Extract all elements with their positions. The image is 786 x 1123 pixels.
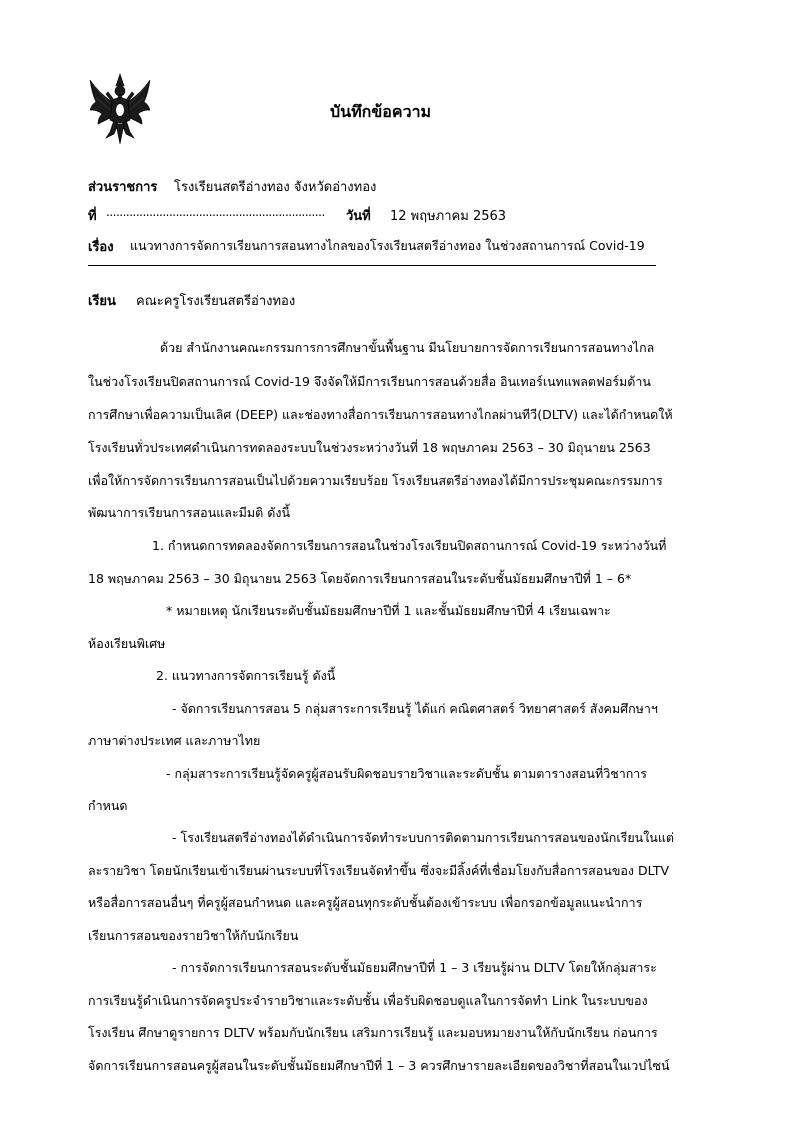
agency-value: โรงเรียนสตรีอ่างทอง จังหวัดอ่างทอง <box>174 180 377 195</box>
body-line: เรียนการสอนของรายวิชาให้กับนักเรียน <box>88 928 299 943</box>
body-line: ในช่วงโรงเรียนปิดสถานการณ์ Covid-19 จึงจัดให้มีการเรียนการสอนด้วยสื่อ อินเทอร์เนทแพลตฟอร์มด้าน <box>88 374 651 389</box>
body-line: จัดการเรียนการสอนครูผู้สอนในระดับชั้นมัธยมศึกษาปีที่ 1 – 3 ควรศึกษารายละเอียดของวิชาที่สอนในเวปไซน์ <box>88 1058 670 1073</box>
salutation-label: เรียน <box>88 294 116 309</box>
ref-label: ที่ <box>88 209 97 224</box>
ref-dots: .................................................................. <box>106 205 325 219</box>
memo-title: บันทึกข้อความ <box>330 102 432 121</box>
body-line: ภาษาต่างประเทศ และภาษาไทย <box>88 733 261 748</box>
subject-value: แนวทางการจัดการเรียนการสอนทางไกลของโรงเรียนสตรีอ่างทอง ในช่วงสถานการณ์ Covid-19 <box>130 238 645 253</box>
body-line: * หมายเหตุ นักเรียนระดับชั้นมัธยมศึกษาปีที่ 1 และชั้นมัธยมศึกษาปีที่ 4 เรียนเฉพาะ <box>166 603 611 618</box>
body-line: เพื่อให้การจัดการเรียนการสอนเป็นไปด้วยความเรียบร้อย โรงเรียนสตรีอ่างทองได้มีการประชุมคณะกรรมการ <box>88 473 663 488</box>
agency-label: ส่วนราชการ <box>88 180 158 195</box>
subject-label: เรื่อง <box>88 240 114 255</box>
body-line: การศึกษาเพื่อความเป็นเลิศ (DEEP) และช่องทางสื่อการเรียนการสอนทางไกลผ่านทีวี(DLTV) และได้กำหนดให้ <box>88 407 673 422</box>
date-label: วันที่ <box>346 209 371 224</box>
body-line: ห้องเรียนพิเศษ <box>88 636 166 651</box>
body-line: - จัดการเรียนการสอน 5 กลุ่มสาระการเรียนรู้ ได้แก่ คณิตศาสตร์ วิทยาศาสตร์ สังคมศึกษาฯ <box>172 701 658 716</box>
body-line: 1. กำหนดการทดลองจัดการเรียนการสอนในช่วงโรงเรียนปิดสถานการณ์ Covid-19 ระหว่างวันที่ <box>152 538 667 553</box>
salutation-value: คณะครูโรงเรียนสตรีอ่างทอง <box>136 294 296 309</box>
body-line: - การจัดการเรียนการสอนระดับชั้นมัธยมศึกษาปีที่ 1 – 3 เรียนรู้ผ่าน DLTV โดยให้กลุ่มสาระ <box>172 960 657 975</box>
body-line: โรงเรียน ศึกษาดูรายการ DLTV พร้อมกับนักเรียน เสริมการเรียนรู้ และมอบหมายงานให้กับนักเรียน ก่อนการ <box>88 1025 658 1040</box>
body-line: - โรงเรียนสตรีอ่างทองได้ดำเนินการจัดทำระบบการติดตามการเรียนการสอนของนักเรียนในแต่ <box>172 830 675 845</box>
body-line: หรือสื่อการสอนอื่นๆ ที่ครูผู้สอนกำหนด และครูผู้สอนทุกระดับชั้นต้องเข้าระบบ เพื่อกรอกข้อมูลแนะนำการ <box>88 895 643 910</box>
header-divider <box>88 265 656 266</box>
body-line: 2. แนวทางการจัดการเรียนรู้ ดังนี้ <box>156 668 336 683</box>
body-line: ละรายวิชา โดยนักเรียนเข้าเรียนผ่านระบบที่โรงเรียนจัดทำขึ้น ซึ่งจะมีลิ้งค์ที่เชื่อมโยงกับสื่อการสอนของ DLTV <box>88 863 669 878</box>
body-line: กำหนด <box>88 798 128 813</box>
body-line: - กลุ่มสาระการเรียนรู้จัดครูผู้สอนรับผิดชอบรายวิชาและระดับชั้น ตามตารางสอนที่วิชาการ <box>166 766 648 781</box>
date-value: 12 พฤษภาคม 2563 <box>390 209 507 224</box>
body-line: การเรียนรู้ดำเนินการจัดครูประจำรายวิชาและระดับชั้น เพื่อรับผิดชอบดูแลในการจัดทำ Link ในระบบของ <box>88 993 648 1008</box>
body-line: พัฒนาการเรียนการสอนและมีมติ ดังนี้ <box>88 505 291 520</box>
garuda-emblem-icon <box>88 72 152 146</box>
body-line: ด้วย สำนักงานคณะกรรมการการศึกษาขั้นพื้นฐาน มีนโยบายการจัดการเรียนการสอนทางไกล <box>160 340 655 355</box>
body-line: โรงเรียนทั่วประเทศดำเนินการทดลองระบบในช่วงระหว่างวันที่ 18 พฤษภาคม 2563 – 30 มิถุนายน 2563 <box>88 440 651 455</box>
body-line: 18 พฤษภาคม 2563 – 30 มิถุนายน 2563 โดยจัดการเรียนการสอนในระดับชั้นมัธยมศึกษาปีที่ 1 – 6* <box>88 571 632 586</box>
